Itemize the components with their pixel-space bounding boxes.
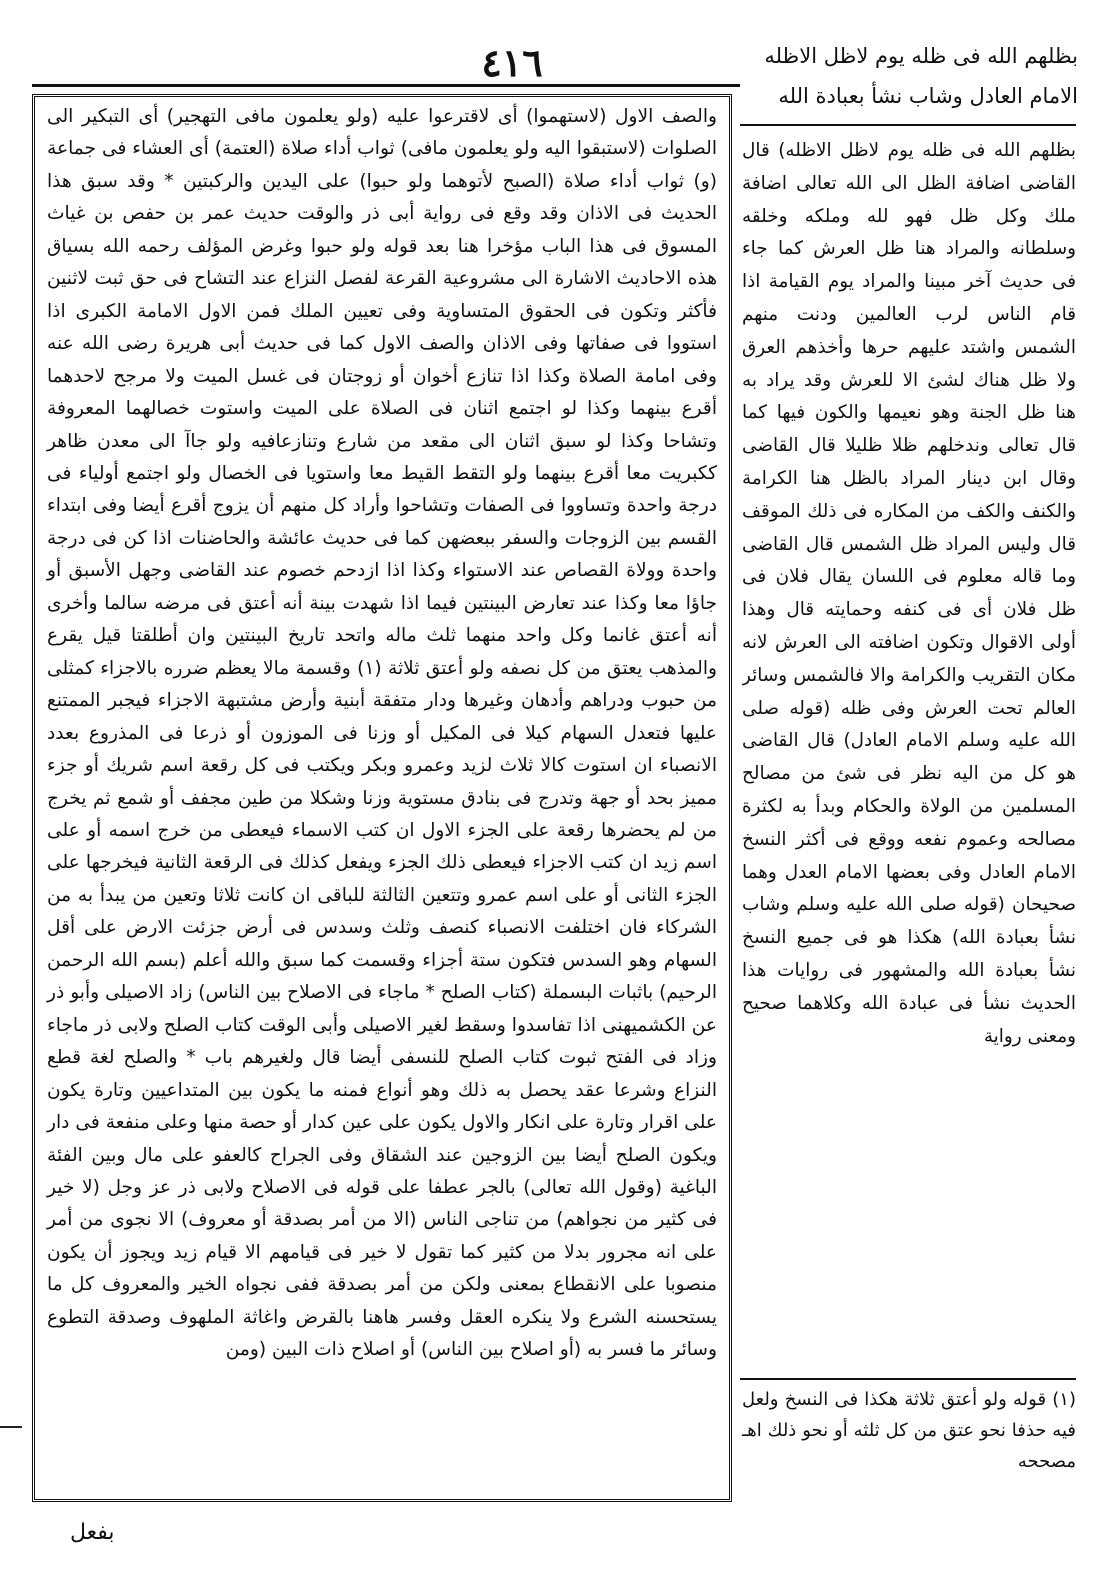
side-column-divider xyxy=(740,124,1076,126)
top-divider xyxy=(32,84,740,87)
header-line-1: بظلهم الله فى ظله يوم لاظل الاظله xyxy=(764,44,1078,68)
header-quote xyxy=(740,36,1078,116)
main-commentary-text: والصف الاول (لاستهموا) أى لاقترعوا عليه (ولو يعلمون مافى التهجير) أى التبكير الى الصلوات (لاستبقوا اليه ولو يعلمون مافى) ثواب أداء صلاة (العتمة) أى العشاء فى جماعة (و) ثواب أداء صلاة (الصبح لأتوهما ولو حبوا) على اليدين والركبتين * وقد سبق هذا الحديث فى الاذان وقد وقع فى رواية أبى ذر والوقت حديث عمر بن حفص بن غياث المسوق فى هذا الباب مؤخرا هنا بعد قوله ولو حبوا وغرض المؤلف رحمه الله بسياق هذه الاحاديث الاشارة الى مشروعية القرعة لفصل النزاع عند التشاح فى حق ثبت لاثنين فأكثر وتكون فى الحقوق المتساوية وفى تعيين الملك فمن الاول الامامة الكبرى اذا استووا فى صفاتها وفى الاذان والصف الاول كما فى حديث أبى هريرة رضى الله عنه وفى امامة الصلاة وكذا اذا تنازع أخوان أو زوجتان فى غسل الميت ولا مرجح لاحدهما أقرع بينهما وكذا لو اجتمع اثنان فى الصلاة على الميت واستوت خصالهما المعروفة وتشاحا وكذا لو سبق اثنان الى مقعد من شارع وتنازعافيه ولو جاآ الى معدن ظاهر ككبريت معا أقرع بينهما ولو التقط القيط معا واستويا فى الخصال ولو اجتمع أولياء فى درجة واحدة وتساووا فى الصفات وتشاحوا وأراد كل منهم أن يزوج أقرع أيضا وفى ابتداء القسم بين الزوجات والسفر ببعضهن كما فى حديث عائشة والحاضنات اذا كن فى درجة واحدة وولاة القصاص عند الاستواء وكذا اذا ازدحم خصوم عند القاضى وجهل الأسبق أو جاؤا معا وكذا عند تعارض البينتين فيما اذا شهدت بينة أنه أعتق فى مرضه سالما وأخرى أنه أعتق غانما وكل واحد منهما ثلث ماله واتحد تاريخ البينتين وان أطلقتا قيل يقرع والمذهب يعتق من كل نصفه ولو أعتق ثلاثة (١) وقسمة مالا يعظم ضرره بالاجزاء كمثلى من حبوب ودراهم وأدهان وغيرها ودار متفقة أبنية وأرض مشتبهة الاجزاء فيجبر الممتنع عليها فتعدل السهام كيلا فى المكيل أو وزنا فى الموزون أو ذرعا فى المذروع بعدد الانصباء ان استوت كالا ثلاث لزيد وعمرو وبكر ويكتب فى كل رقعة اسم شريك أو جزء مميز بحد أو جهة وتدرج فى بنادق مستوية وزنا وشكلا من طين مجفف أو شمع ثم يخرج من لم يحضرها رقعة على الجزء الاول ان كتب الاسماء فيعطى من خرج اسمه أو على اسم زيد ان كتب الاجزاء فيعطى ذلك الجزء ويفعل كذلك فى الرقعة الثانية فيخرجها على الجزء الثانى أو على اسم عمرو وتتعين الثالثة للباقى ان كانت ثلاثا وتعين من يبدأ به من الشركاء فان اختلفت الانصباء كنصف وثلث وسدس فى أرض جزئت الارض على أقل السهام وهو السدس فتكون ستة أجزاء وقسمت كما سبق والله أعلم (بسم الله الرحمن الرحيم) باثبات البسملة (كتاب الصلح * ماجاء فى الاصلاح بين الناس) زاد الاصيلى وأبو ذر عن الكشميهنى اذا تفاسدوا وسقط لغير الاصيلى وأبى الوقت كتاب الصلح ولابى ذر ماجاء وزاد فى الفتح ثبوت كتاب الصلح للنسفى أيضا قال ولغيرهم باب * والصلح لغة قطع النزاع وشرعا عقد يحصل به ذلك وهو أنواع فمنه ما يكون بين المتداعيين وتارة يكون على اقرار وتارة على انكار والاول يكون على عين كدار أو حصة منها وعلى منفعة فى دار ويكون الصلح أيضا بين الزوجين عند الشقاق وفى الجراح كالعفو على مال وبين الفئة الباغية (وقول الله تعالى) بالجر عطفا على قوله فى الاصلاح ولابى ذر عز وجل (لا خير فى كثير من نجواهم) من تناجى الناس (الا من أمر بصدقة أو معروف) الا نجوى من أمر على انه مجرور بدلا من كثير كما تقول لا خير فى قيامهم الا قيام زيد ويجوز أن يكون منصوبا على الانقطاع بمعنى ولكن من أمر بصدقة ففى نجواه الخير والمعروف كل ما يستحسنه الشرع ولا ينكره العقل وفسر هاهنا بالقرض واغاثة الملهوف وصدقة التطوع وسائر ما فسر به (أو اصلاح بين الناس) أو اصلاح ذات البين (ومن xyxy=(47,106,717,1361)
margin-mark xyxy=(0,1426,22,1428)
page-number: ٤١٦ xyxy=(481,40,543,85)
side-commentary-text: بظلهم الله فى ظله يوم لاظل الاظله) قال القاضى اضافة الظل الى الله تعالى اضافة ملك وكل ظل فهو لله وملكه وخلقه وسلطانه والمراد هنا ظل العرش كما جاء فى حديث آخر مبينا والمراد يوم القيامة اذا قام الناس لرب العالمين ودنت منهم الشمس واشتد عليهم حرها وأخذهم العرق ولا ظل هناك لشئ الا للعرش وقد يراد به هنا ظل الجنة وهو نعيمها والكون فيها كما قال تعالى وندخلهم ظلا ظليلا قال القاضى وقال ابن دينار المراد بالظل هنا الكرامة والكنف والكف من المكاره فى ذلك الموقف قال وليس المراد ظل الشمس قال القاضى وما قاله معلوم فى اللسان يقال فلان فى ظل فلان أى فى كنفه وحمايته قال وهذا أولى الاقوال وتكون اضافته الى العرش لانه مكان التقريب والكرامة والا فالشمس وسائر العالم تحت العرش وفى ظله (قوله صلى الله عليه وسلم الامام العادل) قال القاضى هو كل من اليه نظر فى شئ من مصالح المسلمين من الولاة والحكام وبدأ به لكثرة مصالحه وعموم نفعه ووقع فى أكثر النسخ الامام العادل وفى بعضها الامام العدل وهما صحيحان (قوله صلى الله عليه وسلم وشاب نشأ بعبادة الله) هكذا هو فى جميع النسخ نشأ بعبادة الله والمشهور فى روايات هذا الحديث نشأ فى عبادة الله وكلاهما صحيح ومعنى رواية xyxy=(742,140,1076,1047)
catchword: بفعل xyxy=(70,1520,115,1545)
main-commentary-box xyxy=(32,94,732,1502)
footnote-divider xyxy=(740,1378,1076,1380)
header-line-2: الامام العادل وشاب نشأ بعبادة الله xyxy=(778,84,1078,108)
footnote-text: (١) قوله ولو أعتق ثلاثة هكذا فى النسخ ولعل فيه حذفا نحو عتق من كل ثلثه أو نحو ذلك اهـ مصححه xyxy=(742,1389,1076,1472)
